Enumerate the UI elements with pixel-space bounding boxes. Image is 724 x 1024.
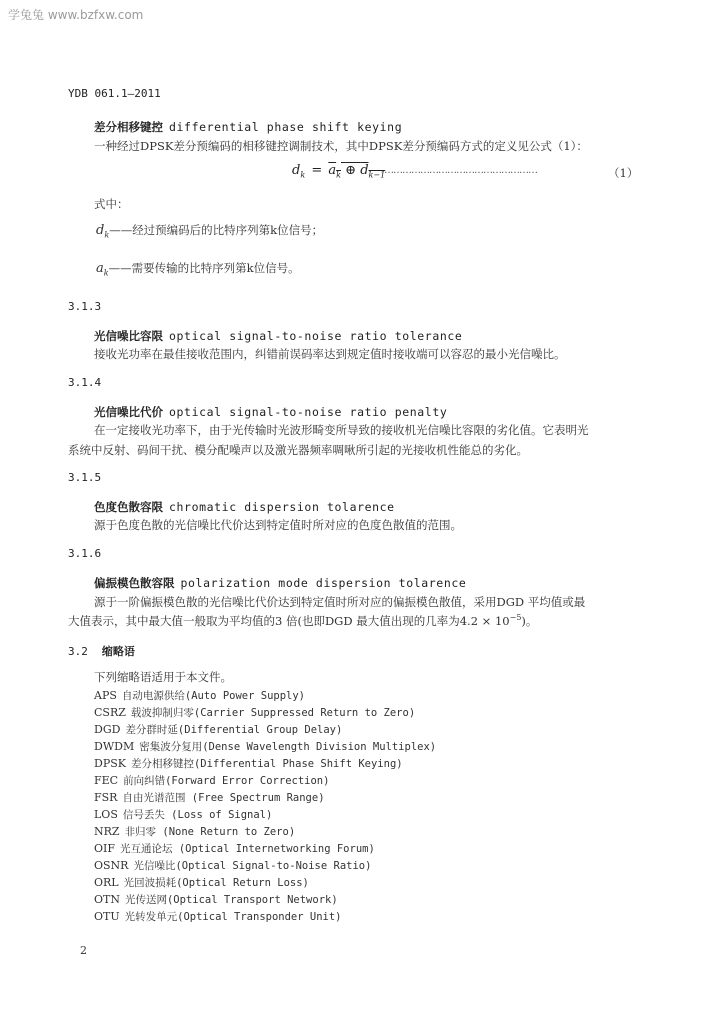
section-number-3-1-6: 3.1.6	[68, 547, 102, 560]
abbreviation-item	[94, 756, 403, 771]
abbreviation-expansion: 光回波损耗(Optical Return Loss)	[123, 877, 309, 889]
abbreviation-item	[94, 892, 338, 907]
variable-description: ——经过预编码后的比特序列第k位信号；	[109, 223, 324, 237]
definition-osnr-penalty-line2: 系统中反射、码间干扰、模分配噪声以及激光器频率啁啾所引起的光接收机性能总的劣化。	[68, 443, 528, 457]
abbreviation-code: DPSK	[94, 757, 126, 770]
watermark: 学兔兔 www.bzfxw.com	[8, 8, 144, 22]
term-zh: 光信噪比容限	[94, 329, 163, 343]
definition-pmd-tolerance-line1: 源于一阶偏振模色散的光信噪比代价达到特定值时所对应的偏振模色散值，采用DGD 平均值或最	[94, 595, 586, 609]
abbreviation-expansion: 光转发单元(Optical Transponder Unit)	[124, 911, 342, 923]
abbreviation-expansion: 光互通论坛 (Optical Internetworking Forum)	[120, 843, 375, 855]
term-zh: 光信噪比代价	[94, 405, 163, 419]
formula-number: （1）	[608, 166, 639, 180]
variable-description: ——需要传输的比特序列第k位信号。	[108, 261, 300, 275]
document-header: YDB 061.1—2011	[68, 87, 161, 100]
term-osnr-penalty	[94, 404, 447, 420]
abbreviation-code: OIF	[94, 842, 115, 855]
term-pmd-tolerance	[94, 575, 466, 591]
formula-equals: =	[311, 163, 323, 178]
abbreviation-item	[94, 688, 305, 703]
abbreviation-code: APS	[94, 689, 117, 702]
abbreviation-code: LOS	[94, 808, 118, 821]
term-en: chromatic dispersion tolarence	[169, 500, 395, 514]
formula-rhs: $a_k$ ⊕ $d_{k-1}$	[328, 163, 386, 180]
abbreviation-expansion: 载波抑制归零(Carrier Suppressed Return to Zero)	[130, 707, 416, 719]
abbreviation-code: DWDM	[94, 740, 135, 753]
abbreviation-code: ORL	[94, 876, 119, 889]
section-number: 3.2	[68, 645, 88, 658]
abbreviation-expansion: 光信噪比(Optical Signal-to-Noise Ratio)	[133, 860, 372, 872]
formula-leader: ……………………………………………	[384, 165, 537, 176]
definition-dpsk: 一种经过DPSK差分预编码的相移键控调制技术，其中DPSK差分预编码方式的定义见公式（1）：	[94, 139, 588, 153]
term-zh: 偏振模色散容限	[94, 576, 175, 590]
definition-osnr-penalty-line1: 在一定接收光功率下，由于光传输时光波形畸变所导致的接收机光信噪比容限的劣化值。它表明光	[94, 423, 589, 437]
term-en: polarization mode dispersion tolarence	[180, 576, 467, 590]
term-osnr-tolerance	[94, 328, 462, 344]
abbreviation-code: DGD	[94, 723, 121, 736]
variable-symbol: a	[96, 261, 104, 276]
abbreviation-expansion: 差分相移键控(Differential Phase Shift Keying)	[130, 758, 403, 770]
variable-ak: $a_k——$需要传输的比特序列第k位信号。	[96, 261, 300, 278]
abbreviation-item	[94, 773, 329, 788]
abbreviations-intro: 下列缩略语适用于本文件。	[94, 670, 232, 684]
abbreviation-item	[94, 722, 342, 737]
term-en: optical signal-to-noise ratio tolerance	[169, 329, 463, 343]
abbreviation-item	[94, 739, 436, 754]
abbreviation-code: OSNR	[94, 859, 129, 872]
term-en: optical signal-to-noise ratio penalty	[169, 405, 448, 419]
abbreviation-item	[94, 807, 272, 822]
abbreviation-expansion: 密集波分复用(Dense Wavelength Division Multiplex)	[139, 741, 437, 753]
term-zh: 色度色散容限	[94, 500, 163, 514]
page-number: 2	[80, 944, 87, 957]
term-dpsk	[94, 119, 402, 135]
abbreviation-item	[94, 705, 415, 720]
section-number-3-1-5: 3.1.5	[68, 471, 102, 484]
abbreviation-item	[94, 824, 295, 839]
abbreviation-expansion: 光传送网(Optical Transport Network)	[124, 894, 338, 906]
abbreviation-expansion: 自由光谱范围 (Free Spectrum Range)	[122, 792, 325, 804]
abbreviation-item	[94, 875, 309, 890]
section-heading-3-2	[68, 643, 135, 659]
abbreviation-item	[94, 790, 325, 805]
where-label: 式中：	[94, 197, 129, 211]
abbreviation-code: FSR	[94, 791, 118, 804]
abbreviation-expansion: 信号丢失 (Loss of Signal)	[122, 809, 273, 821]
abbreviation-item	[94, 909, 342, 924]
variable-dk: $d_k——$经过预编码后的比特序列第k位信号；	[96, 223, 324, 240]
abbreviation-expansion: 非归零 (None Return to Zero)	[124, 826, 296, 838]
abbreviation-item	[94, 858, 371, 873]
abbreviation-code: OTN	[94, 893, 120, 906]
term-cd-tolerance	[94, 499, 395, 515]
section-number-3-1-4: 3.1.4	[68, 376, 102, 389]
term-zh: 差分相移键控	[94, 120, 163, 134]
definition-pmd-tolerance-line2: 大值表示，其中最大值一般取为平均值的3 倍(也即DGD 最大值出现的几率为$4.2 \times 10^{-5}$)。	[68, 613, 538, 628]
abbreviation-code: FEC	[94, 774, 119, 787]
abbreviation-code: CSRZ	[94, 706, 126, 719]
abbreviation-item	[94, 841, 375, 856]
abbreviation-expansion: 前向纠错(Forward Error Correction)	[123, 775, 330, 787]
section-title: 缩略语	[101, 645, 135, 658]
abbreviation-expansion: 自动电源供给(Auto Power Supply)	[121, 690, 305, 702]
term-en: differential phase shift keying	[169, 120, 403, 134]
abbreviation-expansion: 差分群时延(Differential Group Delay)	[125, 724, 343, 736]
formula-1	[292, 163, 385, 180]
formula-lhs: $d_k$	[292, 163, 306, 180]
definition-osnr-tolerance: 接收光功率在最佳接收范围内，纠错前误码率达到规定值时接收端可以容忍的最小光信噪比。	[94, 347, 566, 361]
section-number-3-1-3: 3.1.3	[68, 300, 102, 313]
definition-cd-tolerance: 源于色度色散的光信噪比代价达到特定值时所对应的色度色散值的范围。	[94, 518, 462, 532]
abbreviation-code: NRZ	[94, 825, 120, 838]
variable-symbol: d	[96, 223, 105, 238]
abbreviation-code: OTU	[94, 910, 120, 923]
